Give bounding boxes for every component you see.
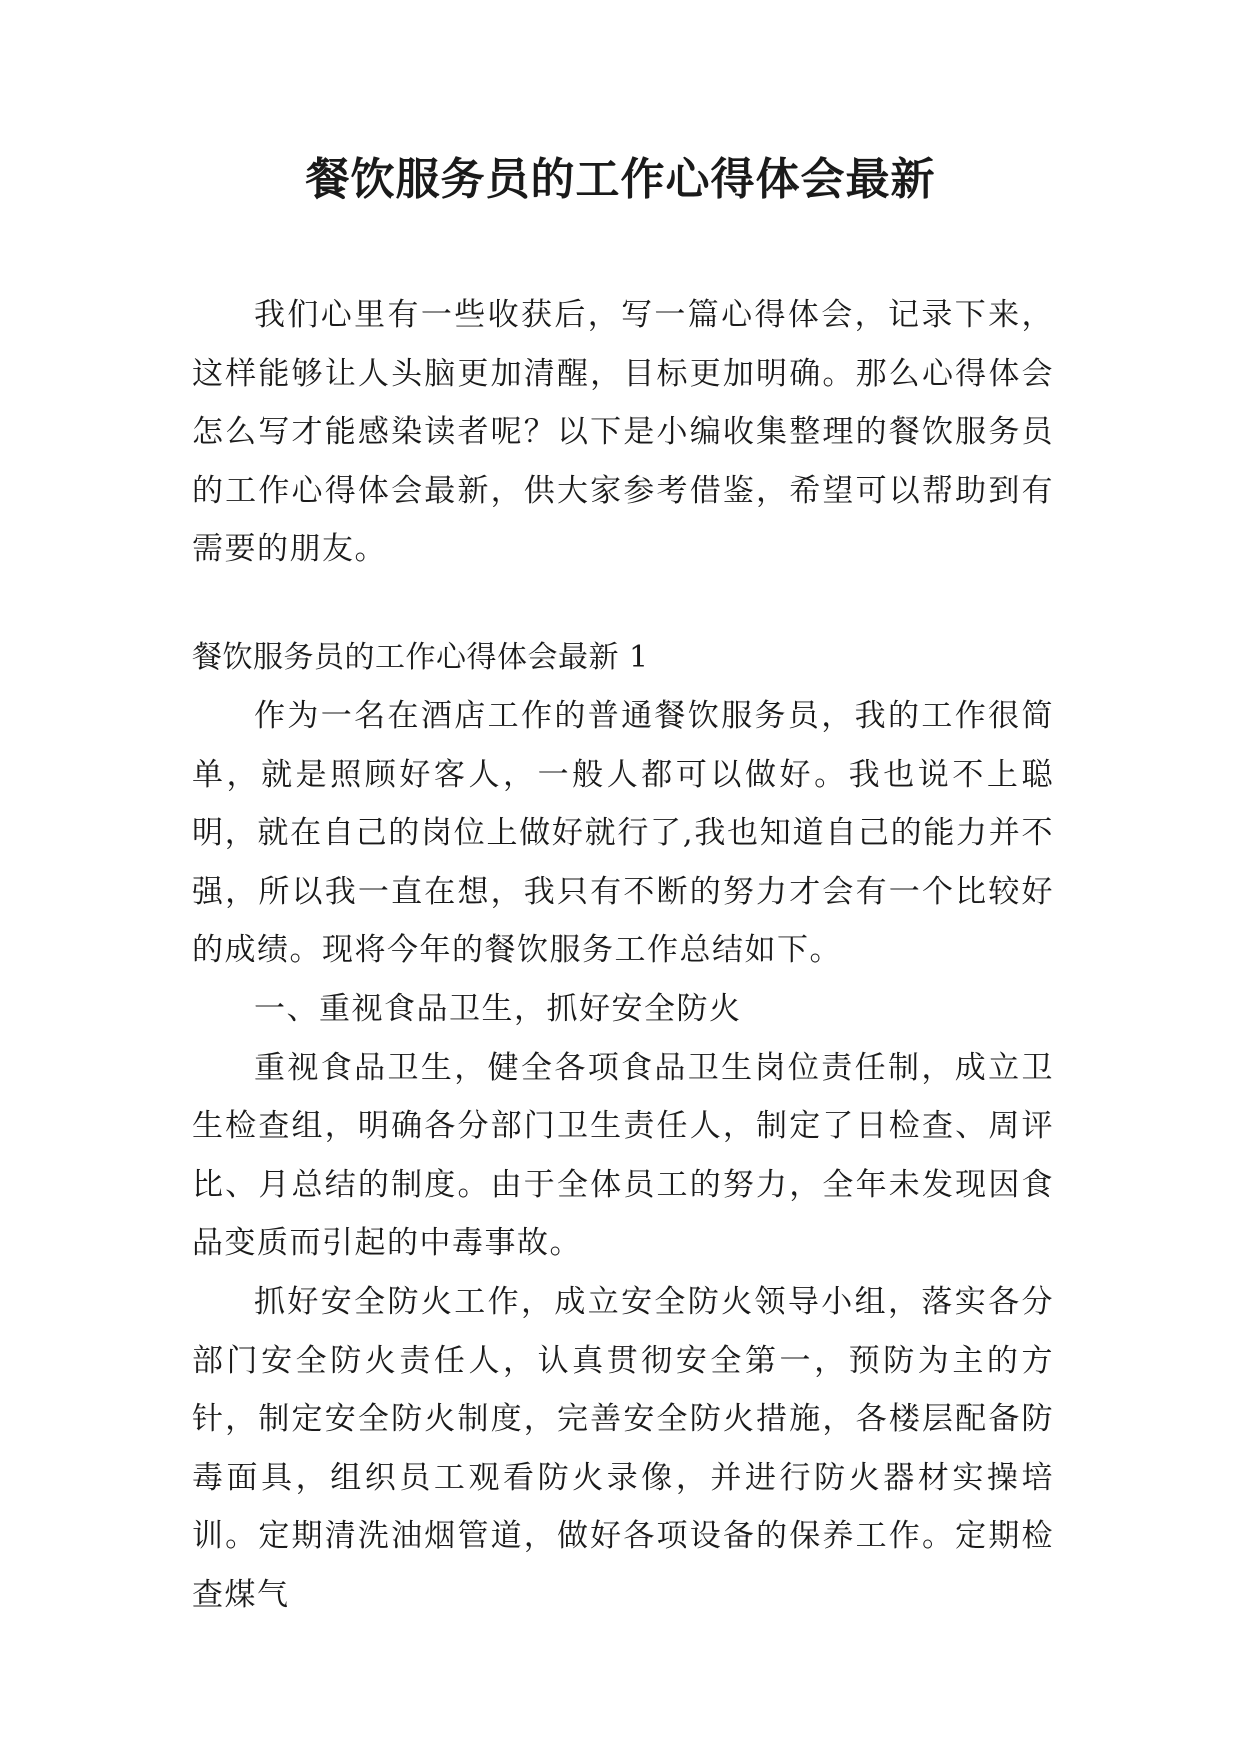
document-body [192,286,1054,1624]
document-title: 餐饮服务员的工作心得体会最新 [305,154,936,205]
body-paragraph: 抓好安全防火工作，成立安全防火领导小组，落实各分部门安全防火责任人，认真贯彻安全第一，预防为主的方针，制定安全防火制度，完善安全防火措施，各楼层配备防毒面具，组织员工观看防火录像，并进行防火器材实操培训。定期清洗油烟管道，做好各项设备的保养工作。定期检查煤气 [192,1283,1054,1613]
intro-paragraph: 我们心里有一些收获后，写一篇心得体会，记录下来，这样能够让人头脑更加清醒，目标更加明确。那么心得体会怎么写才能感染读者呢？以下是小编收集整理的餐饮服务员的工作心得体会最新，供大家参考借鉴，希望可以帮助到有需要的朋友。 [192,297,1054,568]
subheading-paragraph: 一、重视食品卫生，抓好安全防火 [254,990,742,1027]
section-heading: 餐饮服务员的工作心得体会最新 1 [192,639,649,675]
body-paragraph: 重视食品卫生，健全各项食品卫生岗位责任制，成立卫生检查组，明确各分部门卫生责任人，制定了日检查、周评比、月总结的制度。由于全体员工的努力，全年未发现因食品变质而引起的中毒事故。 [192,1049,1054,1262]
body-paragraph: 作为一名在酒店工作的普通餐饮服务员，我的工作很简单，就是照顾好客人，一般人都可以做好。我也说不上聪明，就在自己的岗位上做好就行了,我也知道自己的能力并不强，所以我一直在想，我只有不断的努力才会有一个比较好的成绩。现将今年的餐饮服务工作总结如下。 [192,697,1054,969]
